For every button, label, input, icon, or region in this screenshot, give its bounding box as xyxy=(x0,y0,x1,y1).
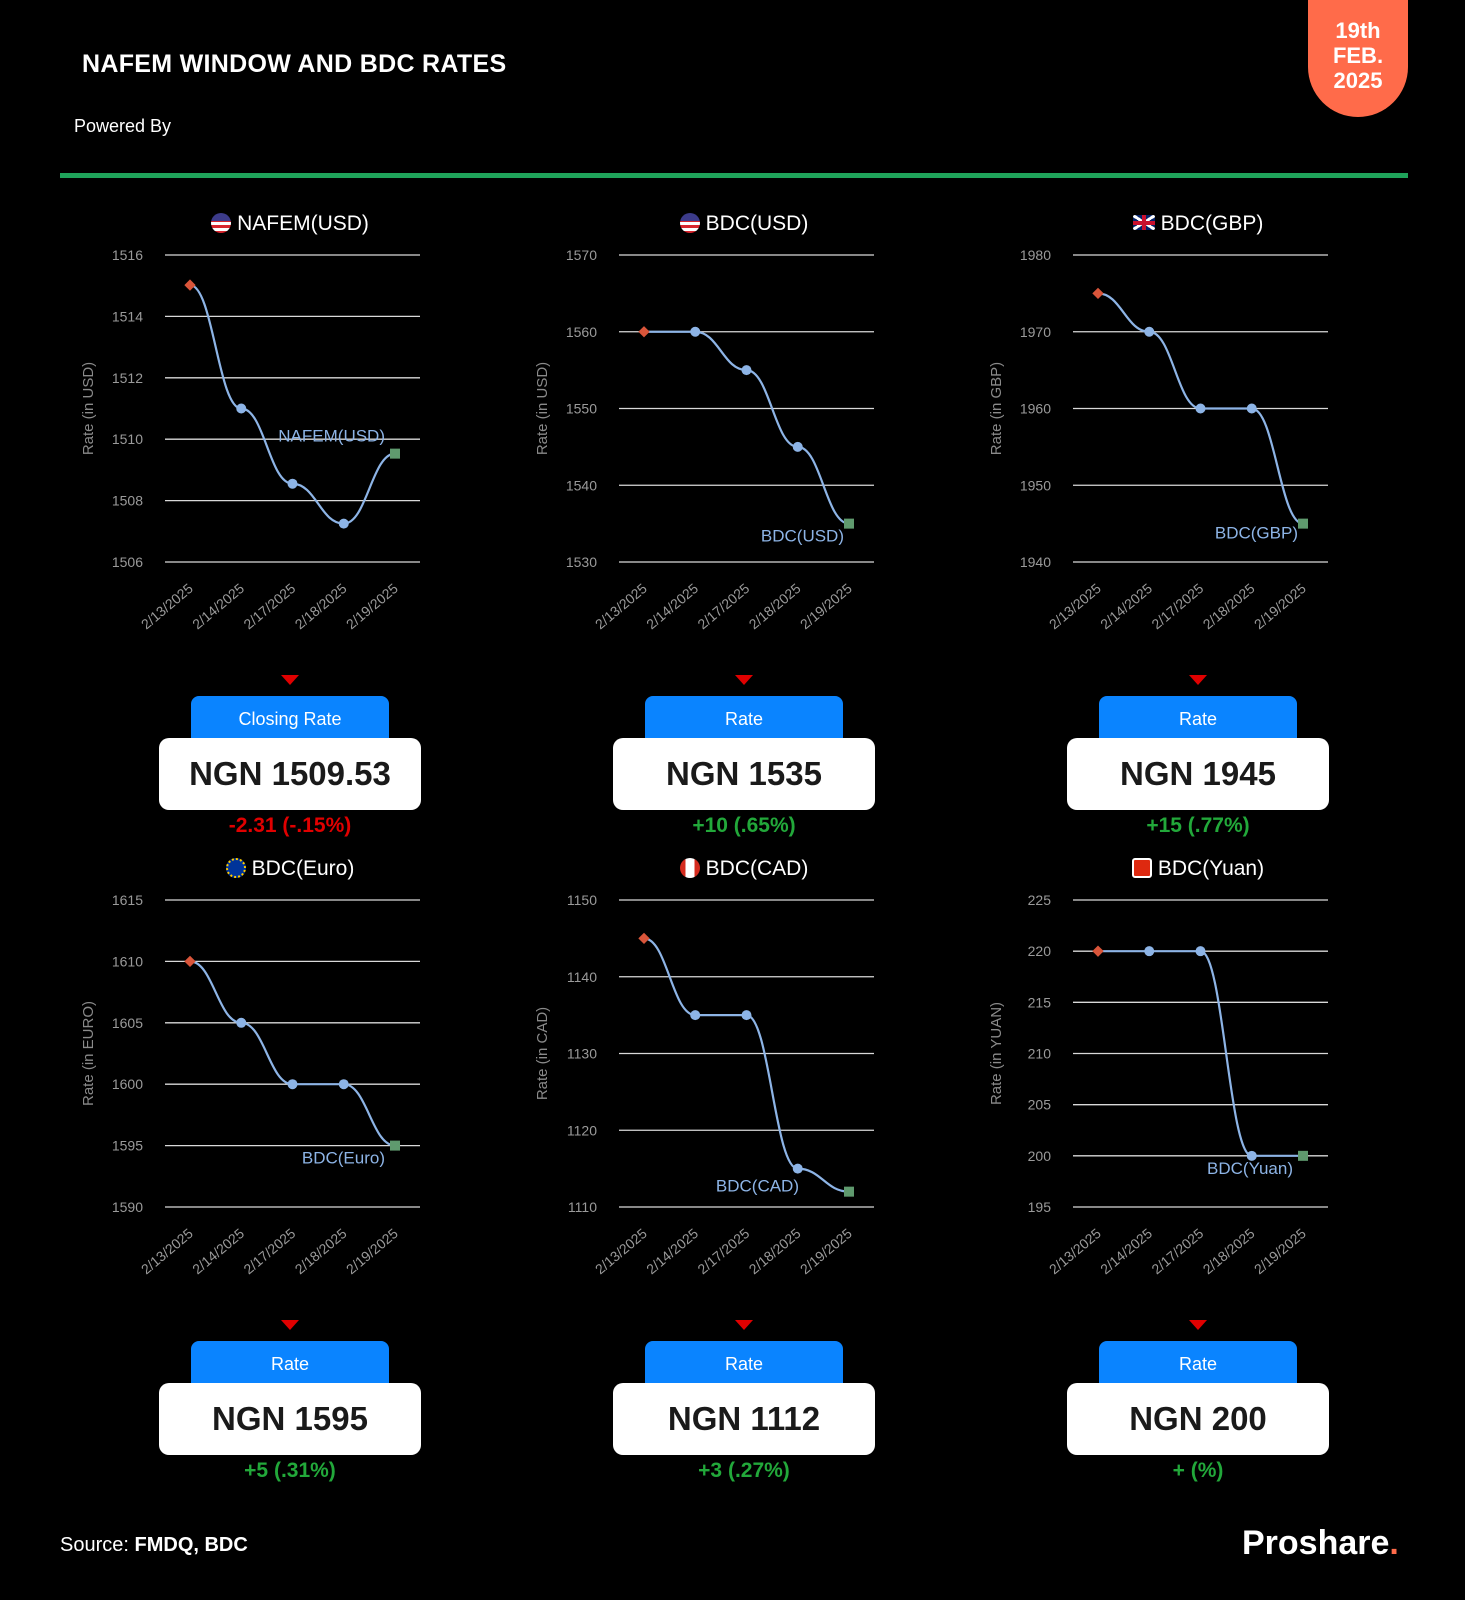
y-tick-label: 1508 xyxy=(111,492,143,509)
y-tick-label: 1530 xyxy=(565,554,597,570)
data-point-first xyxy=(638,933,649,944)
data-point xyxy=(793,1164,803,1174)
chart-bdc-yuan xyxy=(968,845,1428,1485)
y-tick-label: 1950 xyxy=(1019,477,1051,494)
source-value: FMDQ, BDC xyxy=(134,1534,248,1556)
x-tick-label: 2/17/2025 xyxy=(1148,580,1207,633)
rate-value-box: NGN 200 xyxy=(1067,1383,1329,1455)
down-arrow-icon xyxy=(281,1320,299,1330)
x-tick-label: 2/13/2025 xyxy=(1045,580,1104,633)
x-tick-label: 2/17/2025 xyxy=(694,1225,753,1278)
data-point xyxy=(339,519,349,529)
x-tick-label: 2/13/2025 xyxy=(137,580,196,633)
data-point-last xyxy=(390,1141,400,1151)
y-tick-label: 1516 xyxy=(111,247,143,263)
data-point xyxy=(339,1079,349,1089)
y-tick-label: 195 xyxy=(1027,1199,1051,1215)
data-point-last xyxy=(390,449,400,459)
y-tick-label: 1570 xyxy=(565,247,597,263)
x-tick-label: 2/13/2025 xyxy=(1045,1225,1104,1278)
y-tick-label: 1510 xyxy=(111,431,143,448)
x-tick-label: 2/18/2025 xyxy=(745,580,804,633)
source-line xyxy=(60,1534,248,1557)
date-day: 19th xyxy=(1335,18,1381,43)
y-tick-label: 1940 xyxy=(1019,554,1051,570)
series-label: BDC(GBP) xyxy=(1214,523,1298,543)
rate-value-box: NGN 1535 xyxy=(613,738,875,810)
y-tick-label: 1600 xyxy=(111,1076,143,1093)
y-axis-label: Rate (in EURO) xyxy=(80,1000,97,1107)
data-point-last xyxy=(844,1187,854,1197)
series-label: BDC(Yuan) xyxy=(1207,1158,1293,1178)
down-arrow-icon xyxy=(735,1320,753,1330)
chart-title-text: BDC(Yuan) xyxy=(1157,857,1265,880)
line-chart xyxy=(514,845,974,1285)
y-tick-label: 1970 xyxy=(1019,323,1051,340)
date-month: FEB. xyxy=(1332,43,1384,68)
data-point xyxy=(288,479,298,489)
chart-title-text: NAFEM(USD) xyxy=(237,212,369,235)
series-line xyxy=(190,961,395,1145)
rate-change: +10 (.65%) xyxy=(692,814,796,837)
x-tick-label: 2/18/2025 xyxy=(1199,580,1258,633)
x-tick-label: 2/18/2025 xyxy=(745,1225,804,1278)
down-arrow-icon xyxy=(1189,675,1207,685)
y-tick-label: 1140 xyxy=(566,968,597,985)
brand-logo xyxy=(1242,1524,1399,1563)
rate-value-box: NGN 1112 xyxy=(613,1383,875,1455)
y-tick-label: 205 xyxy=(1027,1096,1051,1113)
rate-change: + (%) xyxy=(1172,1459,1224,1482)
line-chart xyxy=(968,200,1428,640)
rate-label-tab: Rate xyxy=(645,696,843,742)
x-tick-label: 2/17/2025 xyxy=(1148,1225,1207,1278)
data-point xyxy=(793,442,803,452)
x-tick-label: 2/19/2025 xyxy=(342,1225,401,1278)
data-point xyxy=(1196,946,1206,956)
data-point xyxy=(690,327,700,337)
x-tick-label: 2/17/2025 xyxy=(240,1225,299,1278)
brand-name: Proshare xyxy=(1242,1524,1390,1562)
line-chart xyxy=(60,200,520,640)
rate-change: +5 (.31%) xyxy=(244,1459,336,1482)
data-point-last xyxy=(1298,1151,1308,1161)
x-tick-label: 2/14/2025 xyxy=(1097,1225,1156,1278)
y-axis-label: Rate (in USD) xyxy=(80,361,97,456)
x-tick-label: 2/19/2025 xyxy=(1250,1225,1309,1278)
y-tick-label: 1150 xyxy=(566,892,597,908)
data-point-first xyxy=(184,279,195,290)
data-point-first xyxy=(638,326,649,337)
y-axis-label: Rate (in CAD) xyxy=(534,1006,551,1101)
data-point xyxy=(690,1010,700,1020)
y-tick-label: 1550 xyxy=(565,400,597,417)
chart-title-text: BDC(USD) xyxy=(705,212,809,235)
data-point xyxy=(236,1018,246,1028)
chart-bdc-cad xyxy=(514,845,974,1485)
rate-label-tab: Rate xyxy=(191,1341,389,1387)
line-chart xyxy=(514,200,974,640)
y-tick-label: 200 xyxy=(1027,1147,1051,1164)
x-tick-label: 2/14/2025 xyxy=(643,1225,702,1278)
rate-label-tab: Closing Rate xyxy=(191,696,389,742)
data-point-first xyxy=(1092,946,1103,957)
y-tick-label: 1506 xyxy=(111,554,143,570)
chart-bdc-euro xyxy=(60,845,520,1485)
y-tick-label: 215 xyxy=(1027,994,1051,1011)
y-axis-label: Rate (in YUAN) xyxy=(988,1001,1005,1106)
y-tick-label: 1110 xyxy=(567,1199,597,1215)
x-tick-label: 2/17/2025 xyxy=(240,580,299,633)
y-axis-label: Rate (in GBP) xyxy=(988,361,1005,456)
brand-dot: . xyxy=(1389,1524,1399,1562)
y-tick-label: 210 xyxy=(1027,1045,1051,1062)
y-tick-label: 1514 xyxy=(111,308,143,325)
x-tick-label: 2/18/2025 xyxy=(291,1225,350,1278)
chart-title-text: BDC(Euro) xyxy=(251,857,355,880)
y-tick-label: 1610 xyxy=(111,953,143,970)
y-tick-label: 1512 xyxy=(111,369,143,386)
down-arrow-icon xyxy=(1189,1320,1207,1330)
rate-label-tab: Rate xyxy=(645,1341,843,1387)
down-arrow-icon xyxy=(735,675,753,685)
data-point-last xyxy=(1298,519,1308,529)
rate-value-box: NGN 1945 xyxy=(1067,738,1329,810)
series-label: BDC(Euro) xyxy=(301,1148,385,1168)
series-label: NAFEM(USD) xyxy=(278,426,385,446)
line-chart xyxy=(968,845,1428,1285)
y-tick-label: 1120 xyxy=(566,1122,597,1139)
x-tick-label: 2/14/2025 xyxy=(643,580,702,633)
x-tick-label: 2/18/2025 xyxy=(291,580,350,633)
data-point xyxy=(1144,946,1154,956)
y-tick-label: 225 xyxy=(1027,892,1051,908)
x-tick-label: 2/13/2025 xyxy=(591,580,650,633)
chart-title-text: BDC(CAD) xyxy=(705,857,809,880)
data-point-first xyxy=(184,956,195,967)
data-point-last xyxy=(844,519,854,529)
date-badge xyxy=(1308,0,1408,117)
down-arrow-icon xyxy=(281,675,299,685)
line-chart xyxy=(60,845,520,1285)
header-divider xyxy=(60,173,1408,178)
powered-by-text: Powered By xyxy=(74,116,172,136)
y-tick-label: 1560 xyxy=(565,323,597,340)
x-tick-label: 2/13/2025 xyxy=(137,1225,196,1278)
data-point xyxy=(236,404,246,414)
x-tick-label: 2/13/2025 xyxy=(591,1225,650,1278)
rate-value-box: NGN 1509.53 xyxy=(159,738,421,810)
series-label: BDC(CAD) xyxy=(715,1176,799,1196)
chart-bdc-usd xyxy=(514,200,974,840)
y-tick-label: 1540 xyxy=(565,477,597,494)
rate-value-box: NGN 1595 xyxy=(159,1383,421,1455)
chart-title-text: BDC(GBP) xyxy=(1160,212,1264,235)
date-year: 2025 xyxy=(1333,68,1383,93)
data-point xyxy=(1196,404,1206,414)
source-label: Source: xyxy=(60,1534,129,1556)
x-tick-label: 2/19/2025 xyxy=(342,580,401,633)
rate-change: -2.31 (-.15%) xyxy=(228,814,352,837)
y-tick-label: 220 xyxy=(1027,943,1051,960)
x-tick-label: 2/14/2025 xyxy=(189,580,248,633)
x-tick-label: 2/19/2025 xyxy=(1250,580,1309,633)
y-tick-label: 1590 xyxy=(111,1199,143,1215)
x-tick-label: 2/19/2025 xyxy=(796,1225,855,1278)
data-point xyxy=(742,1010,752,1020)
y-tick-label: 1960 xyxy=(1019,400,1051,417)
y-tick-label: 1595 xyxy=(111,1137,143,1154)
rate-change: +3 (.27%) xyxy=(698,1459,790,1482)
rate-change: +15 (.77%) xyxy=(1146,814,1250,837)
chart-bdc-gbp xyxy=(968,200,1428,840)
chart-nafem-usd xyxy=(60,200,520,840)
data-point-first xyxy=(1092,288,1103,299)
data-point xyxy=(1247,404,1257,414)
y-tick-label: 1615 xyxy=(111,892,143,908)
x-tick-label: 2/17/2025 xyxy=(694,580,753,633)
data-point xyxy=(1144,327,1154,337)
series-label: BDC(USD) xyxy=(760,526,844,546)
data-point xyxy=(742,365,752,375)
x-tick-label: 2/14/2025 xyxy=(189,1225,248,1278)
data-point xyxy=(288,1079,298,1089)
x-tick-label: 2/14/2025 xyxy=(1097,580,1156,633)
y-axis-label: Rate (in USD) xyxy=(534,361,551,456)
x-tick-label: 2/18/2025 xyxy=(1199,1225,1258,1278)
rate-label-tab: Rate xyxy=(1099,696,1297,742)
y-tick-label: 1605 xyxy=(111,1014,143,1031)
series-line xyxy=(644,332,849,524)
page-title: NAFEM WINDOW AND BDC RATES xyxy=(82,50,507,78)
x-tick-label: 2/19/2025 xyxy=(796,580,855,633)
rate-label-tab: Rate xyxy=(1099,1341,1297,1387)
y-tick-label: 1130 xyxy=(566,1045,597,1062)
y-tick-label: 1980 xyxy=(1019,247,1051,263)
